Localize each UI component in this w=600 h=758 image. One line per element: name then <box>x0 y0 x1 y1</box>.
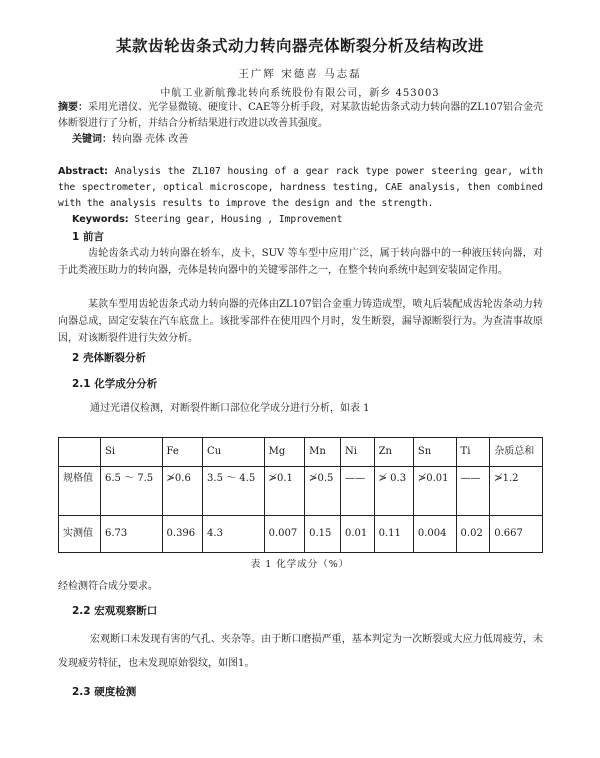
table-cell: 0.01 <box>340 516 374 553</box>
affiliation: 中航工业新航豫北转向系统股份有限公司，新乡 453003 <box>160 88 440 99</box>
table-row-label: 实测值 <box>59 516 101 553</box>
table-header-cell <box>59 438 101 467</box>
table-cell: 0.02 <box>456 516 490 553</box>
table-header-cell: Sn <box>413 438 456 467</box>
section-1-paragraph-2: 某款车型用齿轮齿条式动力转向器的壳体由ZL107铝合金重力铸造成型，喷丸后装配成齿轮齿条动力转向器总成，固定安装在汽车底盘上。该批零部件在使用四个月时，发生断裂，漏导源断裂行为。为查清事故原因，对该断裂件进行失效分析。 <box>58 299 543 344</box>
abstract-cn <box>58 100 543 132</box>
table-header-cell: Cu <box>203 438 265 467</box>
table-cell: 0.004 <box>413 516 456 553</box>
table-cell: 4.3 <box>203 516 265 553</box>
keywords-en <box>72 212 542 228</box>
abstract-en-text: Analysis the ZL107 housing of a gear rack type power steering gear, with the spectrometer, optical microscope, hardness testing, CAE analysis, then combined with the analysis results to improve the design and the strength. <box>58 166 543 209</box>
table-cell: 0.396 <box>162 516 203 553</box>
table-cell: ≯0.5 <box>305 467 341 516</box>
table-cell: 6.5 ～ 7.5 <box>100 467 162 516</box>
table-cell: 0.667 <box>490 516 543 553</box>
table-row-label: 规格值 <box>59 467 101 516</box>
abstract-en-label: Abstract: <box>58 166 108 177</box>
table-header-cell: Ti <box>456 438 490 467</box>
section-2-1-paragraph: 通过光谱仪检测，对断裂件断口部位化学成分进行分析，如表 1 <box>90 403 370 414</box>
table-cell: 6.73 <box>100 516 162 553</box>
table-cell: 0.11 <box>374 516 413 553</box>
table-cell: ≯1.2 <box>490 467 543 516</box>
keywords-cn-text: 转向器 壳体 改善 <box>112 134 189 145</box>
table-cell: 3.5 ～ 4.5 <box>203 467 265 516</box>
table-header-row <box>59 438 543 467</box>
table-header-cell: Si <box>100 438 162 467</box>
table-caption: 表 1 化学成分（%） <box>250 559 350 570</box>
table-header-cell: 杂质总和 <box>490 438 543 467</box>
table-cell: 0.15 <box>305 516 341 553</box>
table-cell: ≯0.1 <box>264 467 305 516</box>
table-header-cell: Mg <box>264 438 305 467</box>
table-header-cell: Ni <box>340 438 374 467</box>
keywords-cn-label: 关键词： <box>72 134 112 145</box>
paper-title: 某款齿轮齿条式动力转向器壳体断裂分析及结构改进 <box>115 37 484 55</box>
section-2-2-heading: 2.2 宏观观察断口 <box>72 605 158 617</box>
keywords-cn <box>72 132 542 148</box>
section-1-heading: 1 前言 <box>72 231 104 243</box>
keywords-en-text: Steering gear, Housing , Improvement <box>134 214 343 225</box>
table-cell: —— <box>456 467 490 516</box>
after-table-text: 经检测符合成分要求。 <box>58 581 158 592</box>
table-header-cell: Mn <box>305 438 341 467</box>
composition-table <box>58 437 543 553</box>
section-2-2-paragraph: 宏观断口未发现有害的气孔、夹杂等。由于断口磨损严重，基本判定为一次断裂或大应力低周疲劳，未发现疲劳特征，也未发现原始裂纹，如图1。 <box>58 634 543 669</box>
section-2-3-heading: 2.3 硬度检测 <box>72 686 137 698</box>
authors: 王广辉 宋德喜 马志磊 <box>238 68 362 80</box>
abstract-en <box>58 164 543 212</box>
table-cell: ≯ 0.3 <box>374 467 413 516</box>
table-cell: 0.007 <box>264 516 305 553</box>
table-row-measured <box>59 516 543 553</box>
section-2-1-heading: 2.1 化学成分分析 <box>72 378 158 390</box>
table-cell: ≯0.6 <box>162 467 203 516</box>
table-row-spec <box>59 467 543 516</box>
abstract-cn-text: 采用光谱仪、光学显微镜、硬度计、CAE等分析手段，对某款齿轮齿条式动力转向器的ZL107铝合金壳体断裂进行了分析，并结合分析结果进行改进以改善其强度。 <box>58 102 543 129</box>
section-1-paragraph-1: 齿轮齿条式动力转向器在轿车，皮卡，SUV 等车型中应用广泛，属于转向器中的一种液压转向器，对于此类液压助力的转向器，壳体是转向器中的关键零部件之一，在整个转向系统中起到安装固定作用。 <box>58 248 543 276</box>
table-header-cell: Zn <box>374 438 413 467</box>
keywords-en-label: Keywords: <box>72 214 129 225</box>
table-header-cell: Fe <box>162 438 203 467</box>
table-cell: —— <box>340 467 374 516</box>
abstract-cn-label: 摘要： <box>58 102 89 113</box>
section-2-heading: 2 壳体断裂分析 <box>72 352 146 364</box>
table-cell: ≯0.01 <box>413 467 456 516</box>
